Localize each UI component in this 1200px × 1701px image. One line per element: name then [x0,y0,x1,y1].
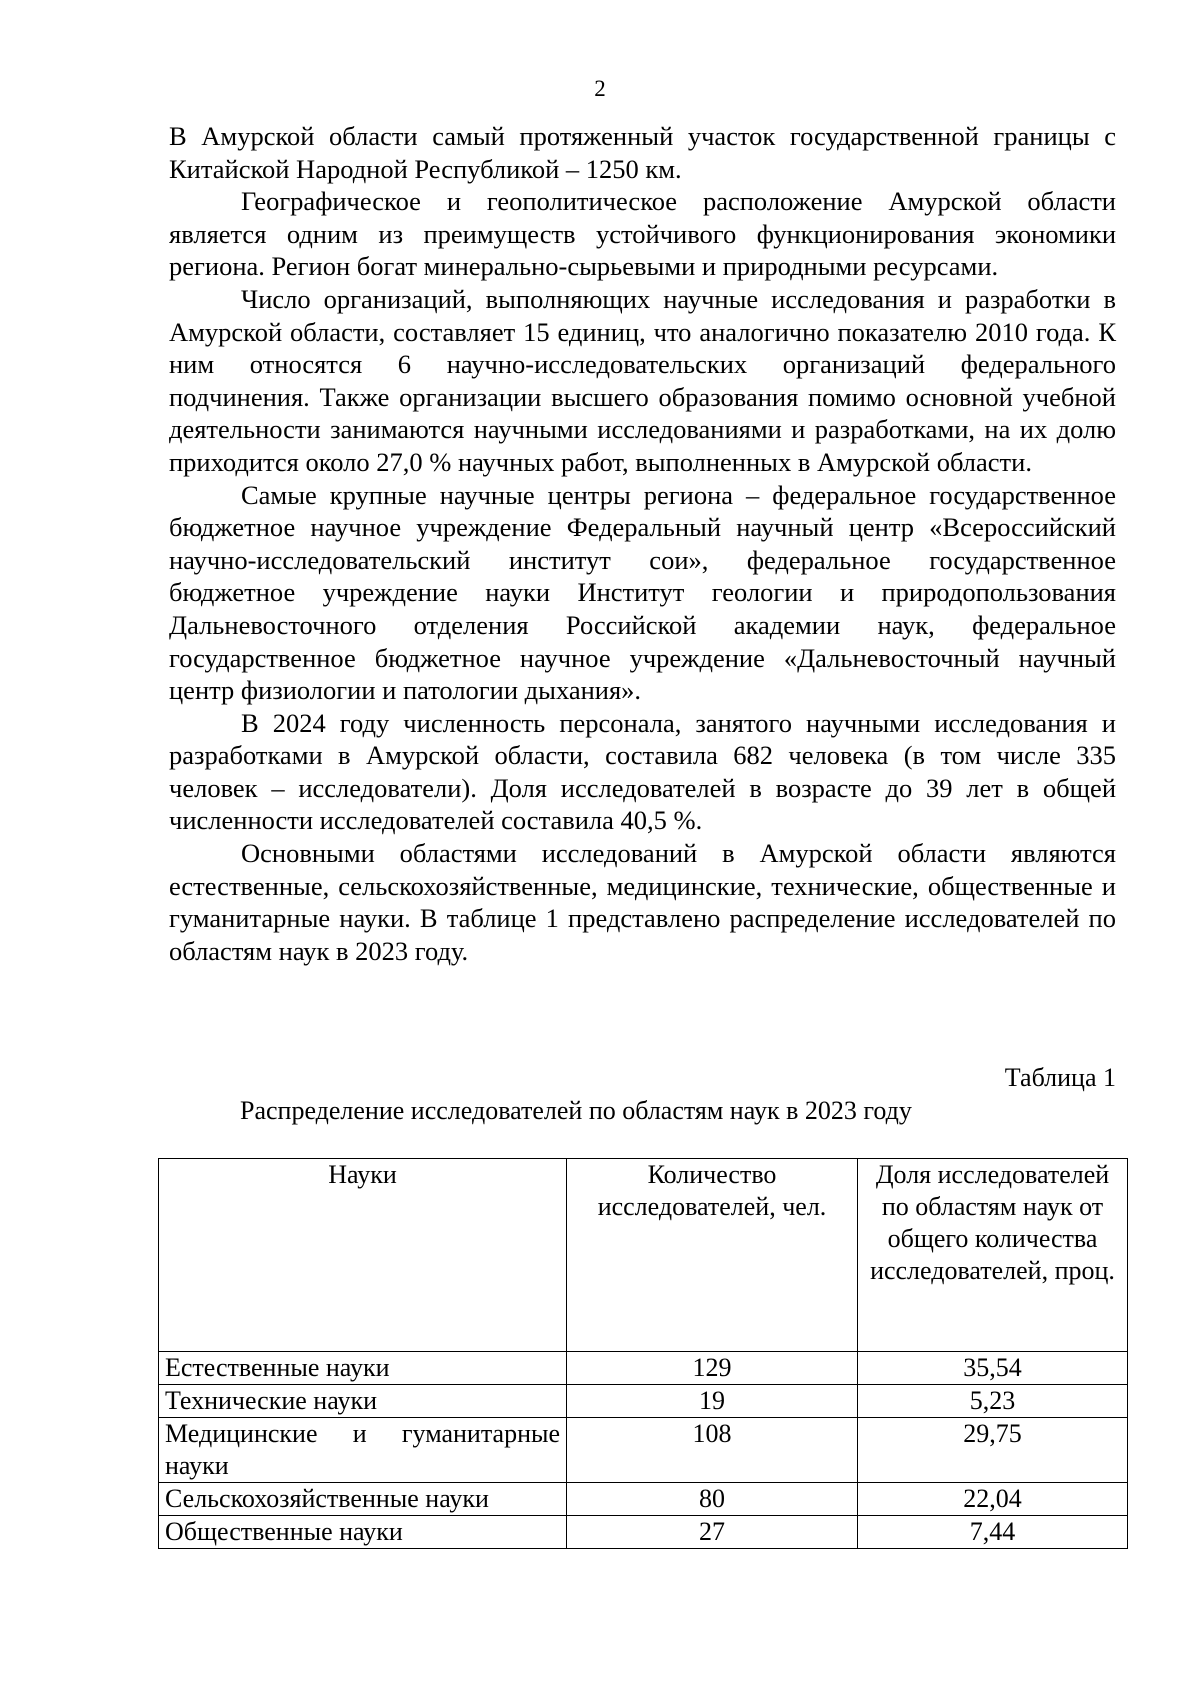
row-name: Общественные науки [159,1516,567,1549]
row-count: 129 [567,1352,858,1385]
row-count: 108 [567,1418,858,1483]
body-text [169,120,1116,967]
table-row [159,1418,1128,1483]
row-name: Естественные науки [159,1352,567,1385]
row-count: 19 [567,1385,858,1418]
header-sciences: Науки [159,1159,567,1352]
row-share: 5,23 [858,1385,1128,1418]
header-share: Доля исследователей по областям наук от общего количества исследователей, проц. [858,1159,1128,1352]
row-name: Сельскохозяйственные науки [159,1483,567,1516]
researchers-table [158,1158,1128,1549]
row-count: 27 [567,1516,858,1549]
row-share: 7,44 [858,1516,1128,1549]
row-share: 29,75 [858,1418,1128,1483]
paragraph-personnel: В 2024 году численность персонала, занятого научными исследования и разработками в Амурской области, составила 682 человека (в том числе 335 человек – исследователи). Доля исследователей в возрасте до 39 лет в общей численности исследователей составила 40,5 %. [169,707,1116,836]
paragraph-science-centers: Самые крупные научные центры региона – федеральное государственное бюджетное научное учреждение Федеральный научный центр «Всероссийский научно-исследовательский институт сои», федеральное государственное бюджетное учреждение науки Институт геологии и природопользования Дальневосточного отделения Российской академии наук, федеральное государственное бюджетное научное учреждение «Дальневосточный научный центр физиологии и патологии дыхания». [169,479,1116,706]
paragraph-organizations: Число организаций, выполняющих научные исследования и разработки в Амурской области, составляет 15 единиц, что аналогично показателю 2010 года. К ним относятся 6 научно-исследовательских организаций федерального подчинения. Также организации высшего образования помимо основной учебной деятельности занимаются научными исследованиями и разработками, на их долю приходится около 27,0 % научных работ, выполненных в Амурской области. [169,283,1116,477]
table-label: Таблица 1 [1004,1063,1116,1092]
header-count: Количество исследователей, чел. [567,1159,858,1352]
table-row [159,1352,1128,1385]
paragraph-research-areas: Основными областями исследований в Амурской области являются естественные, сельскохозяйственные, медицинские, технические, общественные и гуманитарные науки. В таблице 1 представлено распределение исследователей по областям наук в 2023 году. [169,838,1116,966]
row-name: Технические науки [159,1385,567,1418]
row-name: Медицинские и гуманитарные науки [159,1418,567,1483]
paragraph-geography: Географическое и геополитическое расположение Амурской области является одним из преимуществ устойчивого функционирования экономики региона. Регион богат минерально-сырьевыми и природными ресурсами. [169,186,1116,282]
row-share: 22,04 [858,1483,1128,1516]
page-number: 2 [594,76,606,101]
row-count: 80 [567,1483,858,1516]
table-row [159,1483,1128,1516]
table-row [159,1516,1128,1549]
paragraph-border: В Амурской области самый протяженный участок государственной границы с Китайской Народной Республикой – 1250 км. [169,121,1116,184]
table-row [159,1385,1128,1418]
row-share: 35,54 [858,1352,1128,1385]
table-header-row [159,1159,1128,1352]
table-caption: Распределение исследователей по областям наук в 2023 году [240,1096,912,1125]
